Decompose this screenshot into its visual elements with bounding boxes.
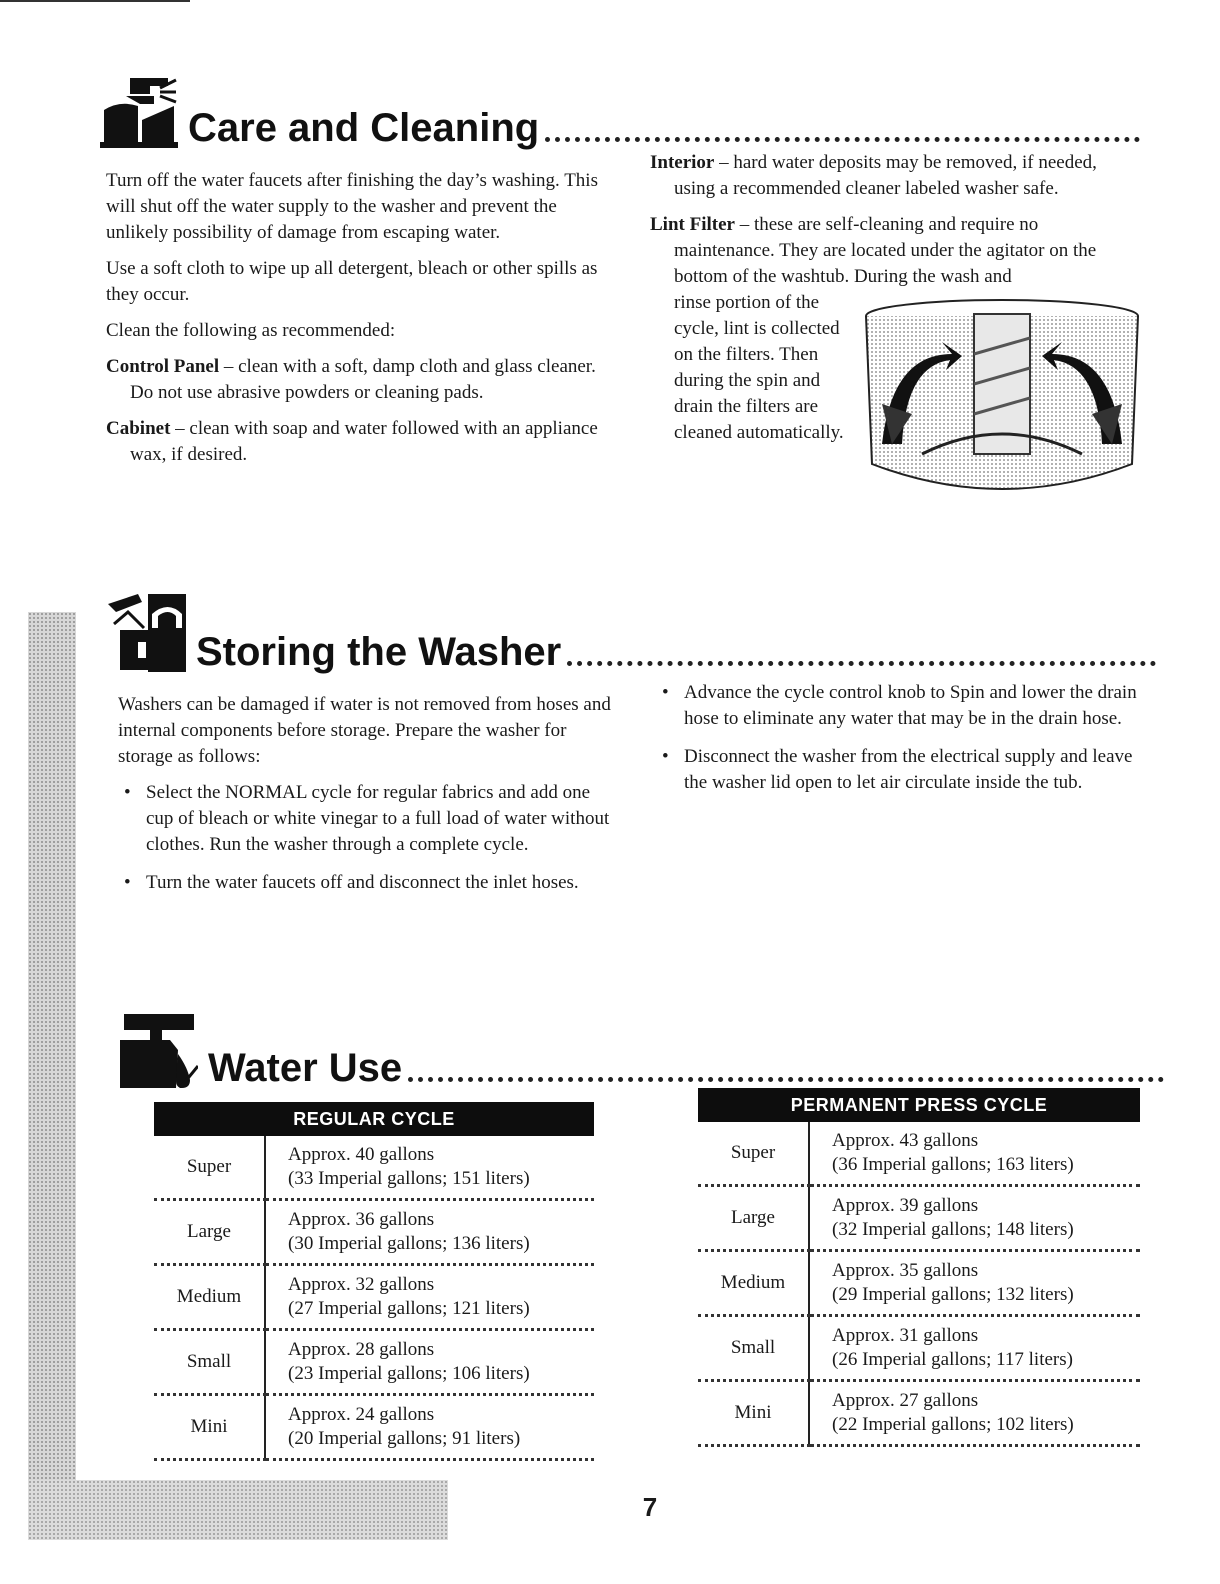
gallons-us: Approx. 40 gallons [288,1144,435,1165]
lint-filter-wrap [650,290,1142,504]
care-intro-1: Turn off the water faucets after finishing the day’s washing. This will shut off the water supply to the washer and prevent the unlikely possibility of damage from escaping water. [106,170,598,243]
water-use-section-header [120,1010,1164,1088]
regular-cycle-table [154,1102,594,1461]
storing-title-leader [567,661,1156,666]
water-amount [265,1136,594,1200]
size-label: Medium [154,1265,265,1330]
gallons-us: Approx. 36 gallons [288,1209,435,1230]
water-amount [809,1122,1140,1186]
cabinet-text: – clean with soap and water followed with an appliance wax, if desired. [130,418,598,465]
gallons-us: Approx. 28 gallons [288,1339,435,1360]
gallons-us: Approx. 39 gallons [832,1195,979,1216]
water-amount [809,1381,1140,1446]
gallons-us: Approx. 35 gallons [832,1260,979,1281]
spray-bottle-icon [100,70,178,148]
storing-left-column [118,692,612,908]
interior-item [650,150,1142,202]
gallons-imperial-liters: (26 Imperial gallons; 117 liters) [832,1349,1073,1370]
gallons-imperial-liters: (22 Imperial gallons; 102 liters) [832,1414,1074,1435]
storing-title: Storing the Washer [196,630,562,674]
cabinet-item [106,416,602,468]
water-amount [809,1251,1140,1316]
storing-bullets-left [118,780,612,896]
care-section-header [100,70,1140,148]
table-row [154,1265,594,1330]
gallons-us: Approx. 27 gallons [832,1390,979,1411]
water-amount [265,1265,594,1330]
gallons-imperial-liters: (27 Imperial gallons; 121 liters) [288,1298,530,1319]
storing-right-column [656,680,1156,808]
size-label: Medium [698,1251,809,1316]
table-row [698,1186,1140,1251]
washtub-agitator-illustration [862,294,1142,504]
storing-bullets-right [656,680,1156,796]
water-amount [265,1330,594,1395]
size-label: Small [154,1330,265,1395]
size-label: Super [154,1136,265,1200]
size-label: Small [698,1316,809,1381]
size-label: Mini [154,1395,265,1460]
size-label: Mini [698,1381,809,1446]
gallons-imperial-liters: (30 Imperial gallons; 136 liters) [288,1233,530,1254]
gallons-us: Approx. 31 gallons [832,1325,979,1346]
care-intro-2: Use a soft cloth to wipe up all detergent, bleach or other spills as they occur. [106,258,598,305]
water-use-title: Water Use [208,1046,403,1090]
water-amount [265,1200,594,1265]
gallons-imperial-liters: (36 Imperial gallons; 163 liters) [832,1154,1074,1175]
table-row [154,1330,594,1395]
table-row [698,1251,1140,1316]
storing-bullet-disconnect: • Disconnect the washer from the electrical supply and leave the washer lid open to let air circulate inside the tub. [656,744,1156,796]
care-left-column [106,168,602,478]
interior-label: Interior [650,152,715,173]
lint-filter-item [650,212,1142,290]
table-row [698,1122,1140,1186]
cabinet-label: Cabinet [106,418,171,439]
water-use-title-leader [408,1077,1164,1082]
size-label: Super [698,1122,809,1186]
water-amount [265,1395,594,1460]
size-label: Large [154,1200,265,1265]
table-row [698,1381,1140,1446]
storing-bullet-normal-cycle: • Select the NORMAL cycle for regular fabrics and add one cup of bleach or white vinegar to a full load of water without clothes. Run the washer through a complete cycle. [118,780,612,858]
padlock-storage-icon [108,594,186,672]
regular-cycle-header: REGULAR CYCLE [154,1102,594,1136]
gallons-imperial-liters: (20 Imperial gallons; 91 liters) [288,1428,521,1449]
gallons-us: Approx. 24 gallons [288,1404,435,1425]
top-rule [0,0,190,2]
water-drop-faucet-icon [120,1010,198,1088]
storing-section-header [108,594,1156,672]
lint-filter-label: Lint Filter [650,214,735,235]
table-row [154,1200,594,1265]
scan-shading-strip [28,612,76,1492]
page-number: 7 [642,1492,658,1522]
interior-text: – hard water deposits may be removed, if needed, using a recommended cleaner labeled washer safe. [674,152,1097,199]
table-row [154,1395,594,1460]
care-title-leader [545,137,1140,142]
storing-bullet-faucets: • Turn the water faucets off and disconnect the inlet hoses. [118,870,612,896]
care-title: Care and Cleaning [188,106,540,150]
lint-filter-text: – these are self-cleaning and require no maintenance. They are located under the agitator on the bottom of the washtub. During the wash and [674,214,1097,287]
water-amount [809,1316,1140,1381]
care-intro-3: Clean the following as recommended: [106,320,396,341]
table-row [698,1316,1140,1381]
water-amount [809,1186,1140,1251]
gallons-imperial-liters: (33 Imperial gallons; 151 liters) [288,1168,530,1189]
care-right-column [650,150,1142,504]
storing-intro: Washers can be damaged if water is not removed from hoses and internal components before storage. Prepare the washer for storage as follows: [118,694,611,767]
gallons-imperial-liters: (29 Imperial gallons; 132 liters) [832,1284,1074,1305]
gallons-imperial-liters: (23 Imperial gallons; 106 liters) [288,1363,530,1384]
control-panel-text: – clean with a soft, damp cloth and glass cleaner. Do not use abrasive powders or cleaning pads. [130,356,596,403]
permanent-press-header: PERMANENT PRESS CYCLE [698,1088,1140,1122]
scan-shading-bottom [28,1480,448,1540]
control-panel-label: Control Panel [106,356,220,377]
permanent-press-table [698,1088,1140,1447]
table-row [154,1136,594,1200]
gallons-us: Approx. 43 gallons [832,1130,979,1151]
size-label: Large [698,1186,809,1251]
control-panel-item [106,354,602,406]
gallons-imperial-liters: (32 Imperial gallons; 148 liters) [832,1219,1074,1240]
lint-filter-text-cont: rinse portion of the cycle, lint is collected on the filters. Then during the spin and drain the filters are cleaned automatically. [674,292,844,443]
gallons-us: Approx. 32 gallons [288,1274,435,1295]
storing-bullet-spin: • Advance the cycle control knob to Spin and lower the drain hose to eliminate any water that may be in the drain hose. [656,680,1156,732]
